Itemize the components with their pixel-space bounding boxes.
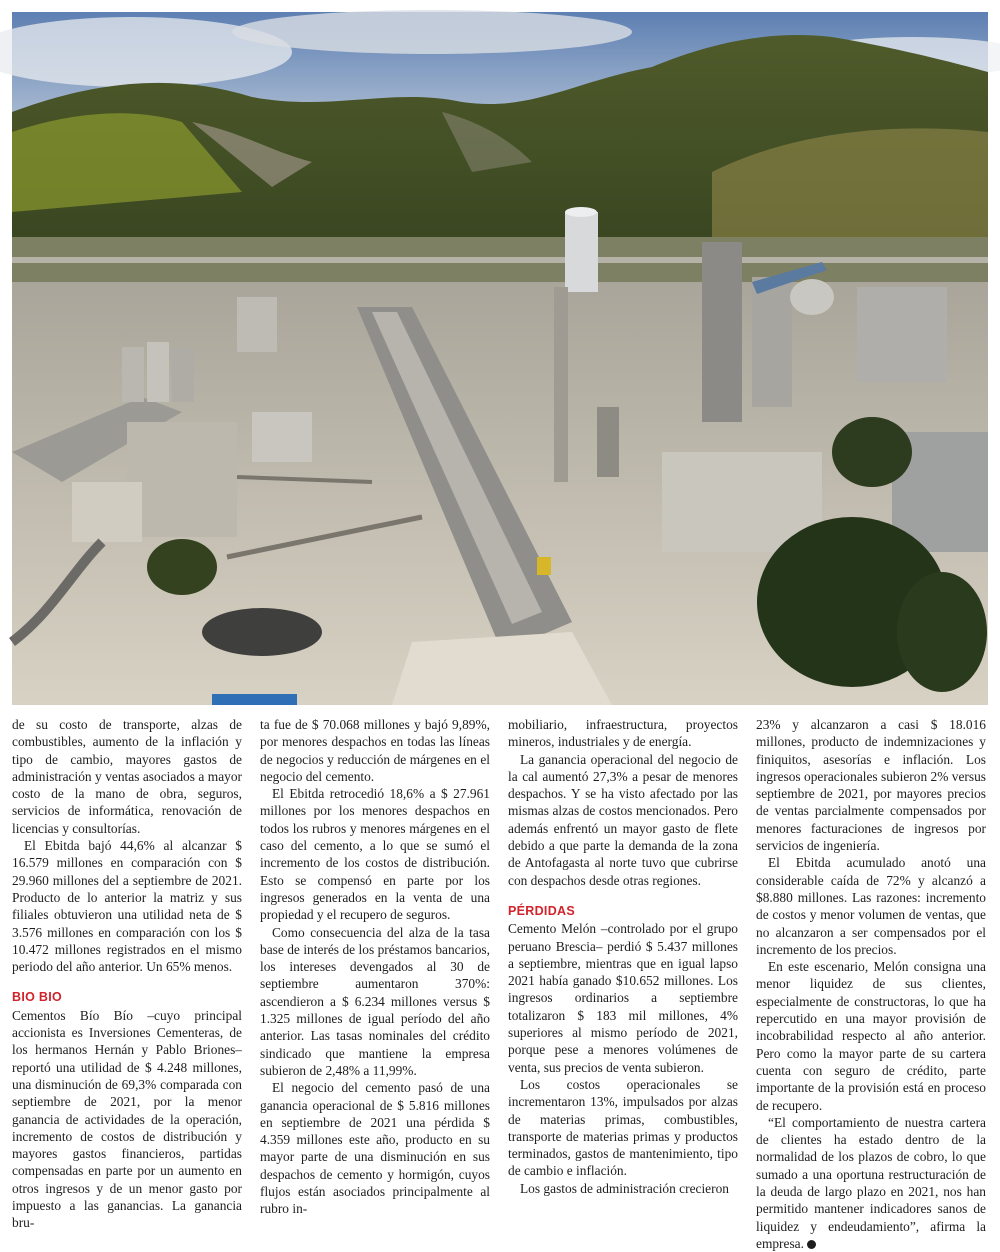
paragraph: Los gastos de administración crecieron bbox=[520, 1180, 729, 1196]
paragraph-final-text: “El comportamiento de nuestra cartera de clientes ha estado dentro de la normalidad de los plazos de cobro, lo que sumado a una oportuna restructuración de la deuda de largo plazo en 2021, nos han permitido mantener indicadores sanos de liquidez y endeudamiento”, afirma la empresa. bbox=[756, 1114, 986, 1251]
end-of-article-icon bbox=[807, 1240, 816, 1249]
paragraph: 23% y alcanzaron a casi $ 18.016 millones, producto de indemnizaciones y finiquitos, asesorías e inflación. Los ingresos operacionales subieron 2% versus septiembre de 2021, por mayores precios de ventas parcialmente compensados por menores facturaciones de ingresos por servicios de ingeniería. bbox=[756, 717, 986, 854]
column-4 bbox=[756, 716, 986, 1251]
paragraph: El Ebitda retrocedió 18,6% a $ 27.961 millones por los menores despachos en todos los rubros y menores márgenes en el caso del cemento, a lo que se sumó el incremento de los costos de distribución. Esto se compensó en parte por los ingresos generados en la venta de una propiedad y el recupero de seguros. bbox=[260, 786, 490, 923]
paragraph: El negocio del cemento pasó de una ganancia operacional de $ 5.816 millones en septiembre de 2021 una pérdida $ 4.359 millones este año, producto en su mayor parte de una disminución en sus despachos de cemento y hormigón, cuyos flujos están asociados principalmente al rubro in- bbox=[260, 1080, 490, 1217]
paragraph: Cemento Melón –controlado por el grupo peruano Brescia– perdió $ 5.437 millones a septiembre, mientras que en igual lapso 2021 había ganado $10.652 millones. Los ingresos ordinarios a septiembre totalizaron $ 183 mil millones, 4% superiores al mismo período de 2021, porque pese a menores volúmenes de venta, sus precios de venta subieron. bbox=[508, 921, 738, 1075]
paragraph-final bbox=[756, 1114, 986, 1252]
cement-plant-aerial-photo bbox=[12, 12, 988, 705]
section-heading-perdidas: PÉRDIDAS bbox=[508, 903, 575, 918]
column-1 bbox=[12, 716, 242, 1231]
paragraph: de su costo de transporte, alzas de combustibles, aumento de la inflación y tipo de cambio, mayores gastos de administración y ventas asociados a mayor costo de la mano de obra, seguros, servicios de informática, renovación de licencias y consultorías. bbox=[12, 717, 242, 836]
paragraph: En este escenario, Melón consigna una menor liquidez de sus clientes, especialmente de constructoras, lo que ha repercutido en una mayor provisión de incobrabilidad respecto al año anterior. Pero como la mayor parte de su cartera cuenta con seguro de crédito, parte importante de la provisión está en proceso de recupero. bbox=[756, 959, 986, 1113]
paragraph: El Ebitda acumulado anotó una considerable caída de 72% y alcanzó a $8.880 millones. Las razones: incremento de costos y menor volumen de ventas, que no alcanzaron a ser compensados por el incremento de los precios. bbox=[756, 855, 986, 957]
column-3 bbox=[508, 716, 738, 1196]
paragraph: mobiliario, infraestructura, proyectos mineros, industriales y de energía. bbox=[508, 717, 738, 750]
paragraph: Los costos operacionales se incrementaron 13%, impulsados por alzas de materias primas, combustibles, transporte de materias primas y productos terminados, gastos de mantenimiento, tipo de cambio e inflación. bbox=[508, 1076, 738, 1179]
paragraph: ta fue de $ 70.068 millones y bajó 9,89%, por menores despachos en todas las líneas de negocios y reducción de márgenes en el negocio del cemento. bbox=[260, 717, 490, 784]
paragraph: Cementos Bío Bío –cuyo principal accionista es Inversiones Cementeras, de los hermanos Hernán y Pablo Briones– reportó una utilidad de $ 4.248 millones, una disminución de 69,3% comparada con septiembre de 2021, por la menor ganancia de actividades de la operación, incremento de costos de distribución y mayores gastos financieros, partidas compensadas en parte por un aumento en otros ingresos y de un menor gasto por impuesto a las ganancias. La ganancia bru- bbox=[12, 1007, 242, 1231]
paragraph: El Ebitda bajó 44,6% al alcanzar $ 16.579 millones en comparación con $ 29.960 millones del a septiembre de 2021. Producto de lo anterior la matriz y sus filiales obtuvieron una utilidad neta de $ 3.576 millones en comparación con los $ 10.472 millones registrados en el mismo periodo del año anterior. Un 65% menos. bbox=[12, 838, 242, 975]
column-2 bbox=[260, 716, 490, 1217]
section-heading-bio-bio: BIO BIO bbox=[12, 990, 63, 1005]
paragraph: La ganancia operacional del negocio de la cal aumentó 27,3% a pesar de menores despachos. Y se ha visto afectado por las mismas alzas de costos mencionados. Pero además enfrentó un mayor gasto de flete debido a que parte la demanda de la zona de Antofagasta al norte tuvo que cubrirse con despachos desde otras regiones. bbox=[508, 751, 738, 888]
article-body bbox=[12, 716, 988, 1251]
paragraph: Como consecuencia del alza de la tasa base de interés de los préstamos bancarios, los intereses devengados al 30 de septiembre aumentaron 370%: ascendieron a $ 6.234 millones versus $ 1.325 millones de igual período del año anterior. Las tasas nominales del crédito sindicado que mantiene la empresa subieron de 2,48% a 11,99%. bbox=[260, 924, 490, 1078]
